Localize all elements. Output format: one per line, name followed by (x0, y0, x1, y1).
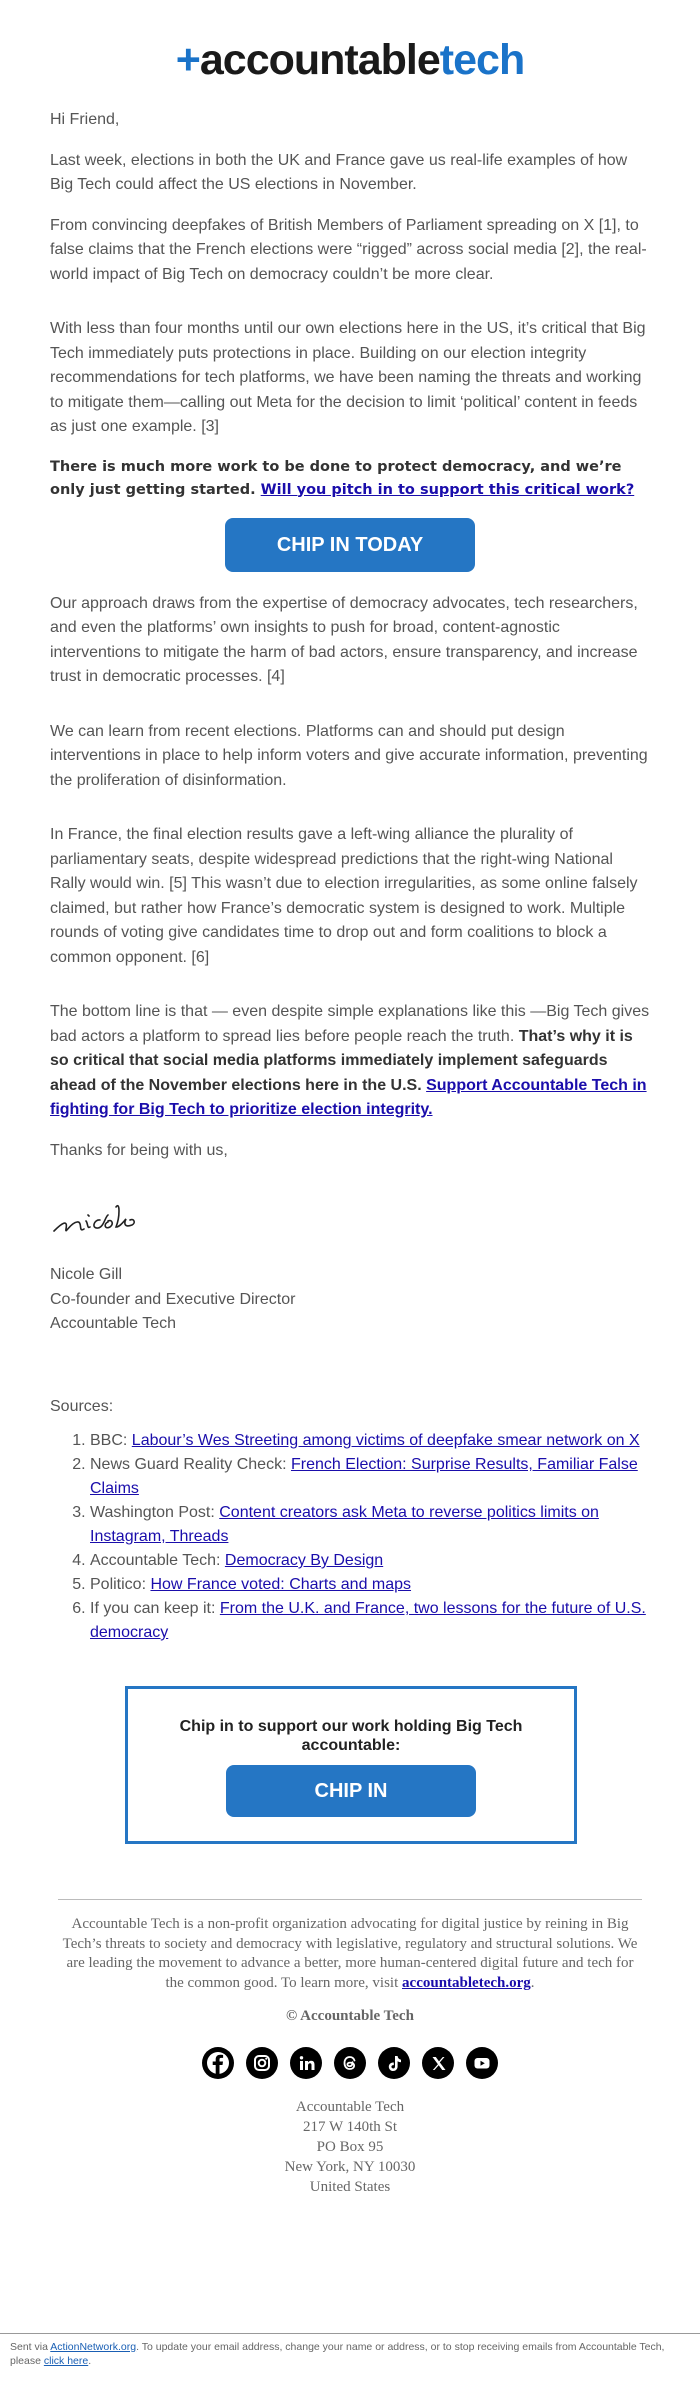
youtube-icon[interactable] (466, 2047, 498, 2079)
logo-tech: tech (439, 36, 525, 84)
source-item (90, 1429, 650, 1453)
source-item (90, 1597, 650, 1645)
signer-title: Co-founder and Executive Director (50, 1290, 296, 1308)
source-item (90, 1501, 650, 1549)
fine-print-text: Sent via (10, 2341, 51, 2353)
address-line: PO Box 95 (316, 2138, 384, 2155)
thanks-line: Thanks for being with us, (50, 1141, 228, 1159)
paragraph-8 (50, 1000, 650, 1123)
source-link[interactable]: From the U.K. and France, two lessons for the future of U.S. democracy (90, 1600, 646, 1641)
x-icon[interactable] (422, 2047, 454, 2079)
footer-about: Accountable Tech is a non-profit organization advocating for digital justice by reining in Big Tech’s threats to society and democracy with legislative, regulatory and structural solutions. We are leading the movement to advance a better, more human-centered digital future and tech for the common good. To learn more, visit accountabletech.org. (62, 1916, 638, 1991)
source-prefix: Accountable Tech: (90, 1552, 225, 1569)
source-item (90, 1453, 650, 1501)
source-link[interactable]: Labour’s Wes Streeting among victims of deepfake smear network on X (131, 1432, 640, 1449)
address-line: New York, NY 10030 (284, 2158, 416, 2175)
unsubscribe-link[interactable]: click here (43, 2355, 89, 2367)
signature-image (50, 1193, 650, 1243)
paragraph-5: Our approach draws from the expertise of democracy advocates, tech researchers, and even the platforms’ own insights to push for broad, content-agnostic interventions to mitigate the harm of bad actors, ensure transparency, and increase trust in democratic processes. [4] (50, 594, 638, 685)
donate-box (125, 1686, 577, 1844)
linkedin-icon[interactable] (290, 2047, 322, 2079)
ask-text: There is much more work to be done to protect democracy, and we’re only just getting started. (50, 458, 622, 498)
message-content (50, 108, 650, 1645)
paragraph-3: With less than four months until our own elections here in the US, it’s critical that Big Tech immediately puts protections in place. Building on our election integrity recommendations for tech platforms, we have been naming the threats and working to mitigate them—calling out Meta for the decision to limit ‘political’ content in feeds as just one example. [3] (50, 320, 646, 435)
address-line: United States (309, 2178, 391, 2195)
source-prefix: Washington Post: (90, 1504, 220, 1521)
source-link[interactable]: Democracy By Design (224, 1552, 384, 1569)
pitch-in-link[interactable]: Will you pitch in to support this critical work? (260, 481, 635, 498)
sources-title: Sources: (50, 1397, 114, 1415)
tiktok-icon[interactable] (378, 2047, 410, 2079)
paragraph-7: In France, the final election results gave a left-wing alliance the plurality of parliamentary seats, despite widespread predictions that the right-wing National Rally would win. [5] This wasn’t due to election irregularities, as some online falsely claimed, but rather how France’s democratic system is designed to work. Multiple rounds of voting give candidates time to drop out and form coalitions to block a common opponent. [6] (50, 826, 638, 966)
donate-box-title: Chip in to support our work holding Big Tech accountable: (179, 1718, 523, 1754)
source-item (90, 1549, 650, 1573)
fine-print-divider (0, 2333, 700, 2334)
signer-name: Nicole Gill (50, 1266, 123, 1283)
paragraph-ask (50, 456, 650, 502)
footer-divider (58, 1899, 642, 1900)
source-link[interactable]: How France voted: Charts and maps (150, 1576, 412, 1593)
address-line: 217 W 140th St (302, 2118, 398, 2135)
source-item (90, 1573, 650, 1597)
support-link[interactable]: Support Accountable Tech in fighting for Big Tech to prioritize election integrity. (50, 1076, 647, 1118)
social-links (60, 2047, 640, 2079)
sources-list (50, 1429, 650, 1645)
brand-logo[interactable] (0, 38, 700, 82)
source-prefix: News Guard Reality Check: (90, 1456, 291, 1473)
source-link[interactable]: French Election: Surprise Results, Familiar False Claims (90, 1456, 638, 1497)
mailing-address (60, 2097, 640, 2197)
actionnetwork-link[interactable]: ActionNetwork.org (50, 2341, 137, 2353)
bottom-line-text: The bottom line is that — even despite simple explanations like this —Big Tech gives bad actors a platform to spread lies before people reach the truth. (50, 1003, 650, 1045)
footer-site-link[interactable]: accountabletech.org (402, 1974, 531, 1991)
source-prefix: If you can keep it: (90, 1600, 220, 1617)
greeting: Hi Friend, (50, 111, 120, 128)
chip-in-button[interactable]: CHIP IN (226, 1765, 476, 1817)
fine-print-text: . (88, 2355, 92, 2367)
paragraph-2: From convincing deepfakes of British Members of Parliament spreading on X [1], to false claims that the French elections were “rigged” across social media [2], the real-world impact of Big Tech on democracy couldn’t be more clear. (50, 216, 647, 283)
signature-drawing (50, 1193, 160, 1243)
threads-icon[interactable] (334, 2047, 366, 2079)
footer-about-text: Accountable Tech is a non-profit organization advocating for digital justice by reining in Big Tech’s threats to society and democracy with legislative, regulatory and structural solutions. We are leading the movement to advance a better, more human-centered digital future and tech for the common good. To learn more, visit (62, 1916, 638, 1991)
facebook-icon[interactable] (202, 2047, 234, 2079)
source-prefix: Politico: (90, 1576, 151, 1593)
safeguards-text: That’s why it is so critical that social media platforms immediately implement safeguards ahead of the November elections here in the U.S. (50, 1027, 633, 1094)
address-line: Accountable Tech (295, 2098, 405, 2115)
paragraph-1: Last week, elections in both the UK and France gave us real-life examples of how Big Tech could affect the US elections in November. (50, 151, 628, 193)
footer-copyright: © Accountable Tech (286, 2008, 414, 2024)
logo-accountable: accountable (199, 36, 440, 84)
footer (60, 1915, 640, 2197)
signer-org: Accountable Tech (50, 1315, 177, 1332)
fine-print-text: . To update your email address, change your name or address, or to stop receiving emails from Accountable Tech, please (10, 2341, 665, 2367)
instagram-icon[interactable] (246, 2047, 278, 2079)
source-link[interactable]: Content creators ask Meta to reverse politics limits on Instagram, Threads (90, 1504, 599, 1545)
chip-in-today-button[interactable]: CHIP IN TODAY (225, 518, 475, 572)
source-prefix: BBC: (90, 1432, 132, 1449)
paragraph-6: We can learn from recent elections. Platforms can and should put design interventions in place to help inform voters and give accurate information, preventing the proliferation of disinformation. (50, 722, 648, 789)
fine-print (10, 2340, 680, 2368)
logo-plus: + (175, 36, 200, 84)
